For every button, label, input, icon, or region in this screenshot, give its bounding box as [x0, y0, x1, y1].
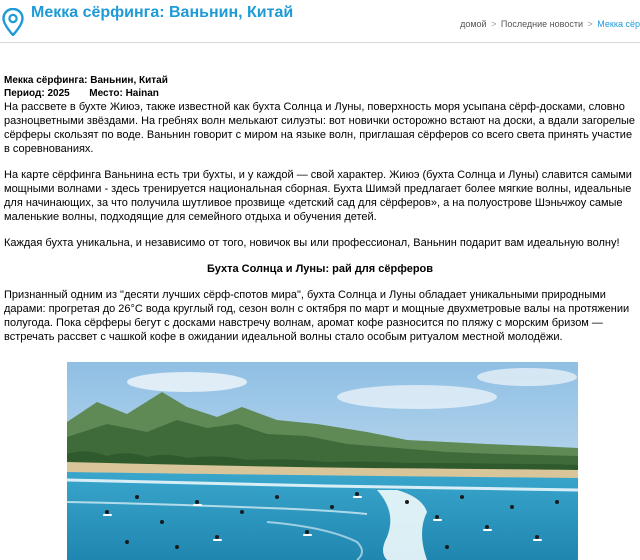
place-label: Место:	[89, 88, 123, 99]
article	[4, 75, 636, 356]
breadcrumb-news-link[interactable]: Последние новости	[500, 19, 583, 29]
period-value: 2025	[47, 88, 70, 99]
article-subheading: Бухта Солнца и Луны: рай для сёрферов	[206, 263, 434, 275]
breadcrumb-home-link[interactable]: домой	[460, 19, 487, 29]
surf-beach-image	[67, 362, 578, 560]
site-title[interactable]: Мекка сёрфинга: Ваньнин, Китай	[31, 4, 294, 21]
place-value: Hainan	[125, 88, 159, 99]
breadcrumb-current: Мекка сёр	[597, 19, 640, 29]
period-label: Период:	[4, 88, 45, 99]
site-header	[0, 0, 640, 43]
article-paragraph: На карте сёрфинга Ваньнина есть три бухты, и у каждой — свой характер. Жиюэ (бухта Солнца и Луны) славится самыми мощными волнами - здесь тренируется национальная сборная. Бухта Шимэй предлагает более мягкие волны, идеальные для начинающих, за что получила шутливое прозвище «детский сад для сёрферов», а на полуострове Шэньчжоу самые маленькие волны, подходящие для семейного отдыха и обучения детей.	[4, 169, 632, 223]
article-paragraph: На рассвете в бухте Жиюэ, также известной как бухта Солнца и Луны, поверхность моря усыпана сёрф-досками, словно разноцветными звёздами. На гребнях волн мелькают силуэты: вот новички осторожно встают на доски, а вдали загорелые сёрферы скользят по воде. Ваньнин говорит с миром на языке волн, приглашая сёрферов со всего света принять участие в соревнованиях.	[4, 101, 636, 155]
article-title: Мекка сёрфинга: Ваньнин, Китай	[4, 75, 168, 86]
breadcrumb-separator: >	[491, 19, 497, 29]
article-paragraph: Признанный одним из "десяти лучших сёрф-спотов мира", бухта Солнца и Луны обладает уникальными природными дарами: прогретая до 26°C вода круглый год, сезон волн с октября по март и мощные двухметровые валы на протяжении полугода. Пока сёрферы бегут с досками навстречу волнам, аромат кофе разносится по пляжу с морским бризом — встречать рассвет с чашкой кофе в ожидании идеальной волны стало особым ритуалом местной молодёжи.	[4, 289, 630, 343]
location-pin-icon	[2, 8, 24, 36]
article-paragraph: Каждая бухта уникальна, и независимо от того, новичок вы или профессионал, Ваньнин подарит вам идеальную волну!	[4, 237, 620, 249]
breadcrumb-separator: >	[587, 19, 593, 29]
article-meta	[4, 87, 636, 100]
breadcrumb	[460, 19, 640, 29]
surf-beach-photo	[67, 362, 578, 560]
